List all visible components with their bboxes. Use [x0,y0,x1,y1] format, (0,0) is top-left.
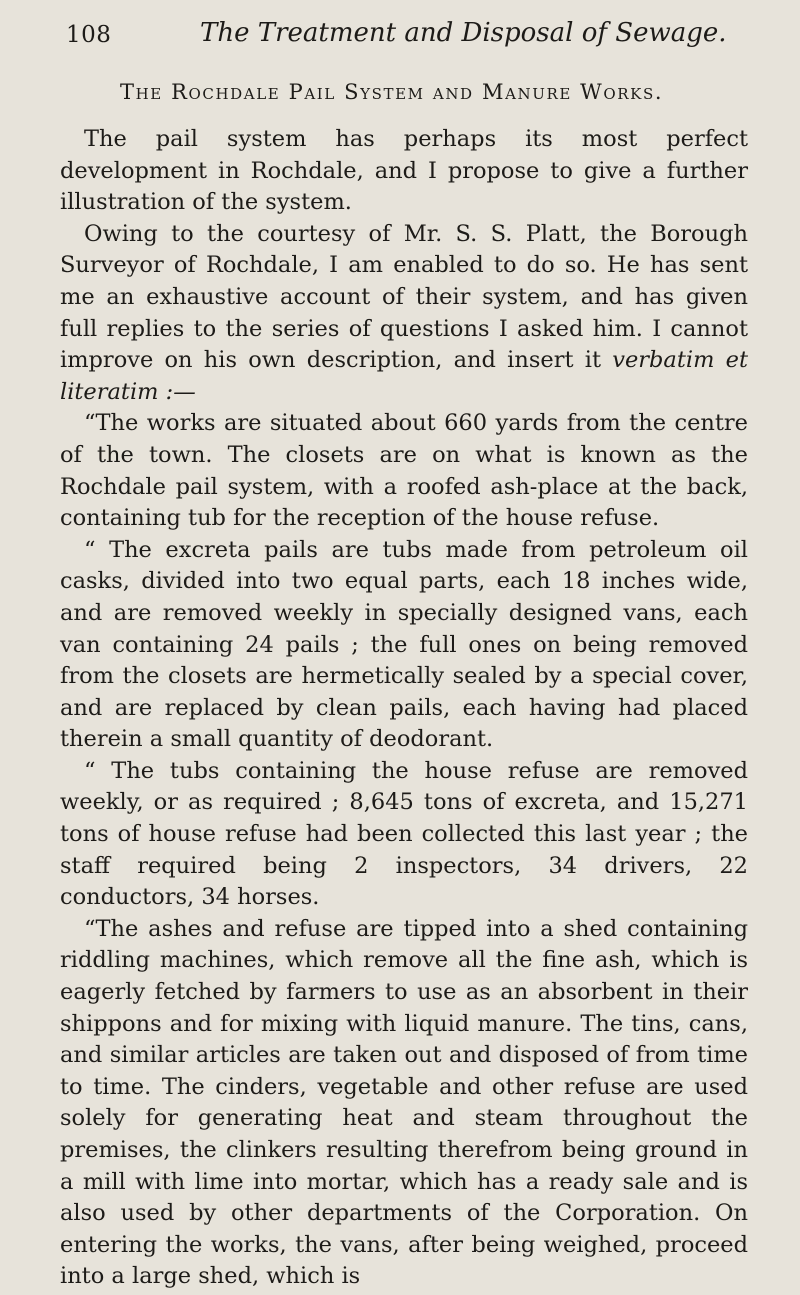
paragraph-2-italic: verbatim et literatim :— [60,347,748,405]
section-heading: The Rochdale Pail System and Manure Works. [120,80,664,104]
body-text [60,124,748,1293]
running-head [66,16,746,56]
running-title: The Treatment and Disposal of Sewage. [200,18,727,48]
paragraph-4: “ The excreta pails are tubs made from petroleum oil casks, divided into two equal parts, each 18 inches wide, and are removed weekly in specially designed vans, each van containing 24 pails ; the full ones on being removed from the closets are hermetically sealed by a special cover, and are replaced by clean pails, each having had placed therein a small quantity of deodorant. [60,536,748,753]
paragraph-6: “The ashes and refuse are tipped into a shed containing riddling machines, which remove all the fine ash, which is eagerly fetched by farmers to use as an absorbent in their shippons and for mixing with liquid manure. The tins, cans, and similar articles are taken out and disposed of from time to time. The cinders, vegetable and other refuse are used solely for generating heat and steam throughout the premises, the clinkers resulting therefrom being ground in a mill with lime into mortar, which has a ready sale and is also used by other departments of the Corporation. On entering the works, the vans, after being weighed, proceed into a large shed, which is [60,915,748,1290]
paragraph-3: “The works are situated about 660 yards from the centre of the town. The closets are on what is known as the Rochdale pail system, with a roofed ash-place at the back, containing tub for the reception of the house refuse. [60,410,748,532]
paragraph-5: “ The tubs containing the house refuse are removed weekly, or as required ; 8,645 tons of excreta, and 15,271 tons of house refuse had been collected this last year ; the staff required being 2 inspectors, 34 drivers, 22 conductors, 34 horses. [60,757,748,911]
paragraph-2-text: Owing to the courtesy of Mr. S. S. Platt, the Borough Surveyor of Rochdale, I am enabled to do so. He has sent me an exhaustive account of their system, and has given full replies to the series of questions I asked him. I cannot improve on his own description, and insert it [60,220,748,374]
paragraph-2 [60,219,748,409]
page-number: 108 [66,22,112,48]
paragraph-1: The pail system has perhaps its most perfect development in Rochdale, and I propose to give a further illustration of the system. [60,126,748,216]
